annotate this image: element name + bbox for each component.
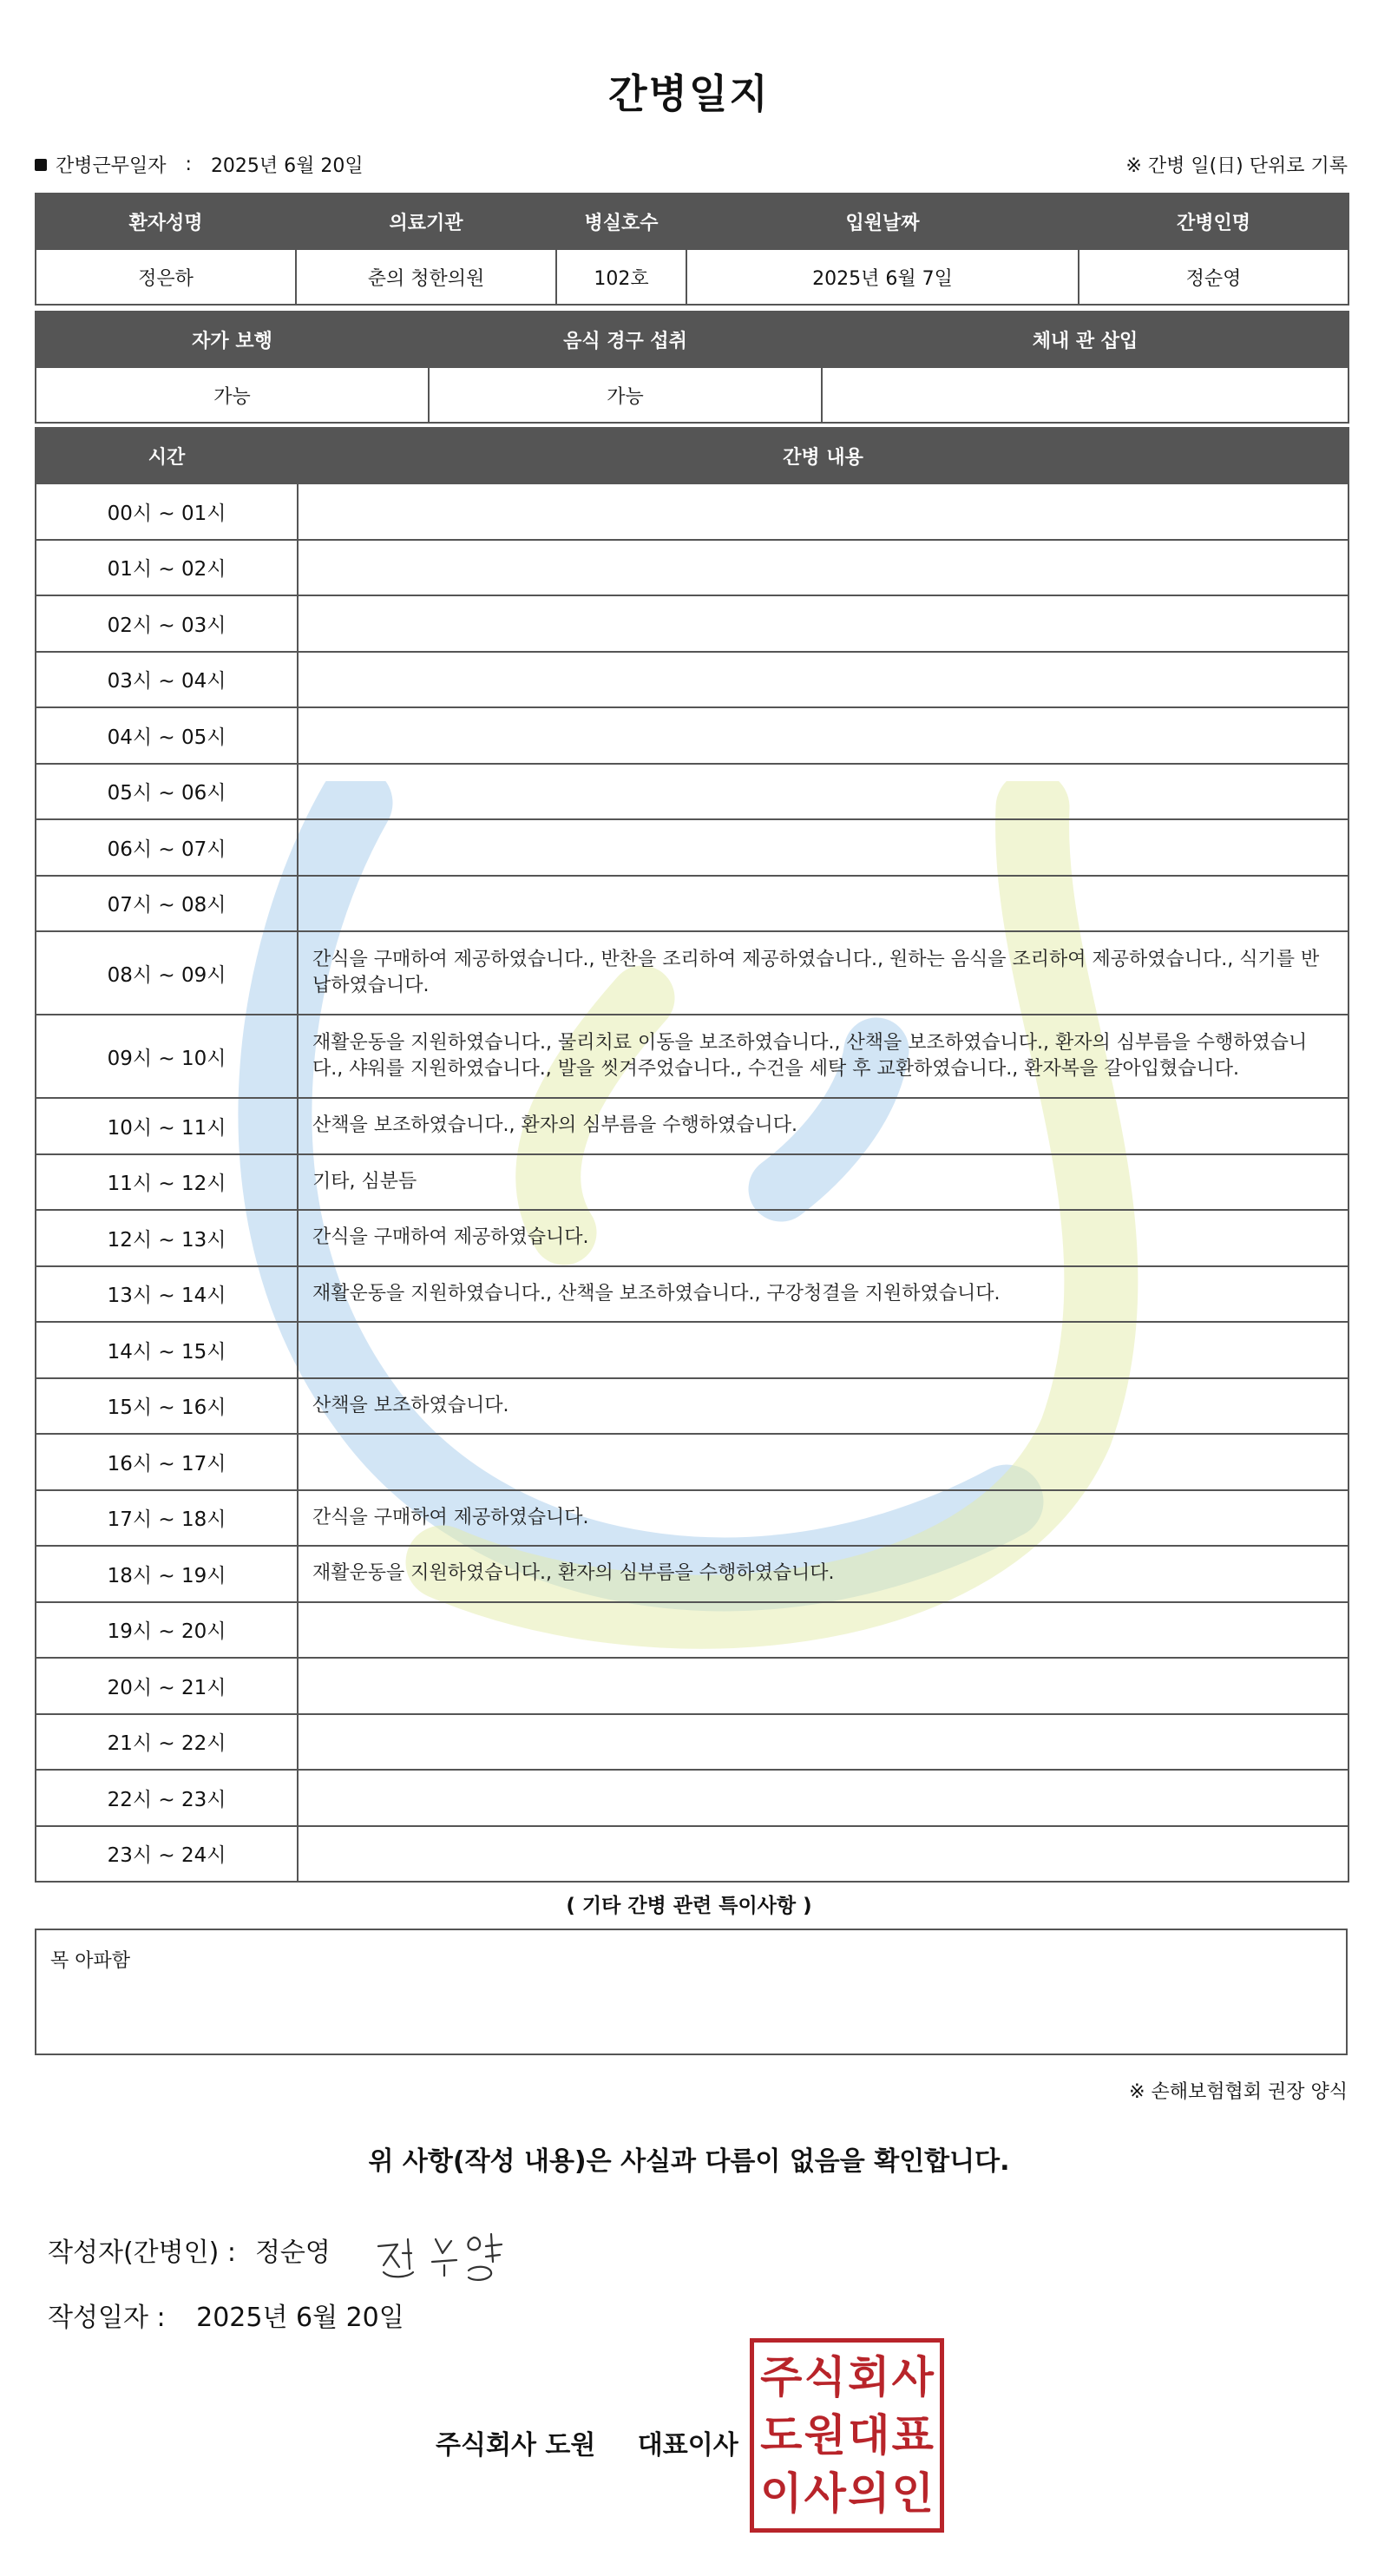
room-number: 102호 bbox=[556, 249, 686, 305]
log-content bbox=[298, 876, 1348, 932]
log-row bbox=[36, 595, 1348, 652]
log-content: 간식을 구매하여 제공하였습니다. bbox=[298, 1490, 1348, 1547]
care-date-label: 간병근무일자 bbox=[56, 155, 167, 177]
log-row bbox=[36, 1546, 1348, 1602]
log-content bbox=[298, 483, 1348, 540]
log-time: 22시 ~ 23시 bbox=[36, 1770, 298, 1826]
special-notes-content: 목 아파함 bbox=[50, 1950, 131, 1972]
log-time: 20시 ~ 21시 bbox=[36, 1658, 298, 1714]
care-log-table bbox=[35, 427, 1349, 1883]
log-content bbox=[298, 707, 1348, 764]
log-content: 간식을 구매하여 제공하였습니다. bbox=[298, 1210, 1348, 1266]
log-row bbox=[36, 483, 1348, 540]
log-row bbox=[36, 819, 1348, 876]
log-row bbox=[36, 1210, 1348, 1266]
log-row bbox=[36, 1602, 1348, 1659]
patient-status-table bbox=[35, 311, 1349, 424]
header-admission-date: 입원날짜 bbox=[686, 194, 1079, 249]
seal-char: 주 bbox=[760, 2351, 803, 2402]
log-content: 기타, 심분듬 bbox=[298, 1154, 1348, 1211]
header-self-walking: 자가 보행 bbox=[36, 312, 429, 367]
log-row bbox=[36, 707, 1348, 764]
seal-char: 사 bbox=[804, 2468, 846, 2520]
oral-intake-value: 가능 bbox=[429, 367, 822, 423]
log-time: 13시 ~ 14시 bbox=[36, 1266, 298, 1323]
log-row bbox=[36, 931, 1348, 1015]
log-content: 재활운동을 지원하였습니다., 환자의 심부름을 수행하였습니다. bbox=[298, 1546, 1348, 1602]
seal-char: 회 bbox=[848, 2351, 890, 2402]
log-time: 15시 ~ 16시 bbox=[36, 1378, 298, 1435]
log-time: 04시 ~ 05시 bbox=[36, 707, 298, 764]
patient-info-table bbox=[35, 193, 1349, 306]
writer-label: 작성자(간병인) : bbox=[48, 2238, 236, 2268]
log-content bbox=[298, 1770, 1348, 1826]
log-time: 06시 ~ 07시 bbox=[36, 819, 298, 876]
log-time: 16시 ~ 17시 bbox=[36, 1434, 298, 1490]
seal-char: 인 bbox=[891, 2468, 934, 2520]
log-row bbox=[36, 1322, 1348, 1378]
self-walking-value: 가능 bbox=[36, 367, 429, 423]
header-room: 병실호수 bbox=[556, 194, 686, 249]
header-time: 시간 bbox=[36, 428, 298, 483]
seal-char: 이 bbox=[760, 2468, 803, 2520]
seal-char: 사 bbox=[891, 2351, 934, 2402]
log-time: 05시 ~ 06시 bbox=[36, 764, 298, 820]
institution: 춘의 청한의원 bbox=[296, 249, 556, 305]
log-time: 00시 ~ 01시 bbox=[36, 483, 298, 540]
log-time: 03시 ~ 04시 bbox=[36, 652, 298, 708]
log-time: 19시 ~ 20시 bbox=[36, 1602, 298, 1659]
log-content: 재활운동을 지원하였습니다., 산책을 보조하였습니다., 구강청결을 지원하였습니다. bbox=[298, 1266, 1348, 1323]
company-seal-stamp bbox=[750, 2338, 944, 2533]
caregiver-name: 정순영 bbox=[1079, 249, 1348, 305]
log-row bbox=[36, 652, 1348, 708]
log-time: 01시 ~ 02시 bbox=[36, 540, 298, 596]
confirmation-statement: 위 사항(작성 내용)은 사실과 다름이 없음을 확인합니다. bbox=[368, 2146, 1010, 2177]
company-representative: 대표이사 bbox=[637, 2430, 738, 2461]
care-date-separator: : bbox=[185, 154, 192, 175]
special-notes-box bbox=[35, 1929, 1348, 2055]
log-content: 산책을 보조하였습니다. bbox=[298, 1378, 1348, 1435]
log-time: 09시 ~ 10시 bbox=[36, 1015, 298, 1098]
log-content bbox=[298, 1658, 1348, 1714]
written-date-value: 2025년 6월 20일 bbox=[196, 2303, 404, 2333]
log-content: 재활운동을 지원하였습니다., 물리치료 이동을 보조하였습니다., 산책을 보조하였습니다., 환자의 심부름을 수행하였습니다., 샤워를 지원하였습니다., 발을 씻겨주었습니다., 수건을 세탁 후 교환하였습니다., 환자복을 갈아입혔습니다. bbox=[298, 1015, 1348, 1098]
seal-char: 원 bbox=[804, 2409, 846, 2461]
log-row bbox=[36, 1154, 1348, 1211]
log-row bbox=[36, 1826, 1348, 1883]
log-content bbox=[298, 819, 1348, 876]
log-row bbox=[36, 1658, 1348, 1714]
care-date-line bbox=[35, 151, 364, 178]
tube-insertion-value bbox=[822, 367, 1348, 423]
header-oral-intake: 음식 경구 섭취 bbox=[429, 312, 822, 367]
log-row bbox=[36, 1098, 1348, 1154]
writer-name: 정순영 bbox=[254, 2238, 331, 2268]
log-content bbox=[298, 1322, 1348, 1378]
log-row bbox=[36, 876, 1348, 932]
seal-char: 의 bbox=[848, 2468, 890, 2520]
log-time: 08시 ~ 09시 bbox=[36, 931, 298, 1015]
log-time: 14시 ~ 15시 bbox=[36, 1322, 298, 1378]
care-date-value: 2025년 6월 20일 bbox=[210, 155, 364, 177]
seal-char: 대 bbox=[848, 2409, 890, 2461]
written-date-label: 작성일자 : bbox=[48, 2303, 166, 2333]
seal-char: 식 bbox=[804, 2351, 846, 2402]
log-row bbox=[36, 1770, 1348, 1826]
header-institution: 의료기관 bbox=[296, 194, 556, 249]
log-row bbox=[36, 540, 1348, 596]
log-time: 07시 ~ 08시 bbox=[36, 876, 298, 932]
header-patient-name: 환자성명 bbox=[36, 194, 296, 249]
seal-char: 표 bbox=[891, 2409, 934, 2461]
header-tube-insertion: 체내 관 삽입 bbox=[822, 312, 1348, 367]
log-row bbox=[36, 1266, 1348, 1323]
log-row bbox=[36, 1015, 1348, 1098]
seal-char: 도 bbox=[760, 2409, 803, 2461]
handwritten-signature bbox=[371, 2227, 528, 2288]
square-bullet-icon bbox=[35, 159, 47, 171]
log-content bbox=[298, 540, 1348, 596]
log-row bbox=[36, 1490, 1348, 1547]
log-row bbox=[36, 1714, 1348, 1771]
writer-line bbox=[48, 2231, 331, 2269]
association-note: ※ 손해보험협회 권장 양식 bbox=[1129, 2081, 1348, 2103]
admission-date: 2025년 6월 7일 bbox=[686, 249, 1079, 305]
log-content bbox=[298, 1434, 1348, 1490]
log-time: 23시 ~ 24시 bbox=[36, 1826, 298, 1883]
log-content bbox=[298, 652, 1348, 708]
header-care-content: 간병 내용 bbox=[298, 428, 1348, 483]
log-content: 간식을 구매하여 제공하였습니다., 반찬을 조리하여 제공하였습니다., 원하는 음식을 조리하여 제공하였습니다., 식기를 반납하였습니다. bbox=[298, 931, 1348, 1015]
log-row bbox=[36, 1378, 1348, 1435]
patient-name: 정은하 bbox=[36, 249, 296, 305]
log-content bbox=[298, 595, 1348, 652]
log-content: 산책을 보조하였습니다., 환자의 심부름을 수행하였습니다. bbox=[298, 1098, 1348, 1154]
page-title: 간병일지 bbox=[608, 70, 770, 117]
header-caregiver: 간병인명 bbox=[1079, 194, 1348, 249]
log-time: 10시 ~ 11시 bbox=[36, 1098, 298, 1154]
company-line bbox=[436, 2423, 738, 2461]
log-time: 18시 ~ 19시 bbox=[36, 1546, 298, 1602]
log-row bbox=[36, 764, 1348, 820]
log-content bbox=[298, 1714, 1348, 1771]
special-notes-title: ( 기타 간병 관련 특이사항 ) bbox=[566, 1895, 812, 1917]
log-content bbox=[298, 764, 1348, 820]
log-content bbox=[298, 1602, 1348, 1659]
log-time: 11시 ~ 12시 bbox=[36, 1154, 298, 1211]
log-row bbox=[36, 1434, 1348, 1490]
log-time: 12시 ~ 13시 bbox=[36, 1210, 298, 1266]
log-time: 21시 ~ 22시 bbox=[36, 1714, 298, 1771]
log-time: 17시 ~ 18시 bbox=[36, 1490, 298, 1547]
log-time: 02시 ~ 03시 bbox=[36, 595, 298, 652]
log-content bbox=[298, 1826, 1348, 1883]
written-date-line bbox=[48, 2296, 404, 2334]
unit-note: ※ 간병 일(日) 단위로 기록 bbox=[1125, 155, 1348, 177]
company-name: 주식회사 도원 bbox=[436, 2430, 596, 2461]
